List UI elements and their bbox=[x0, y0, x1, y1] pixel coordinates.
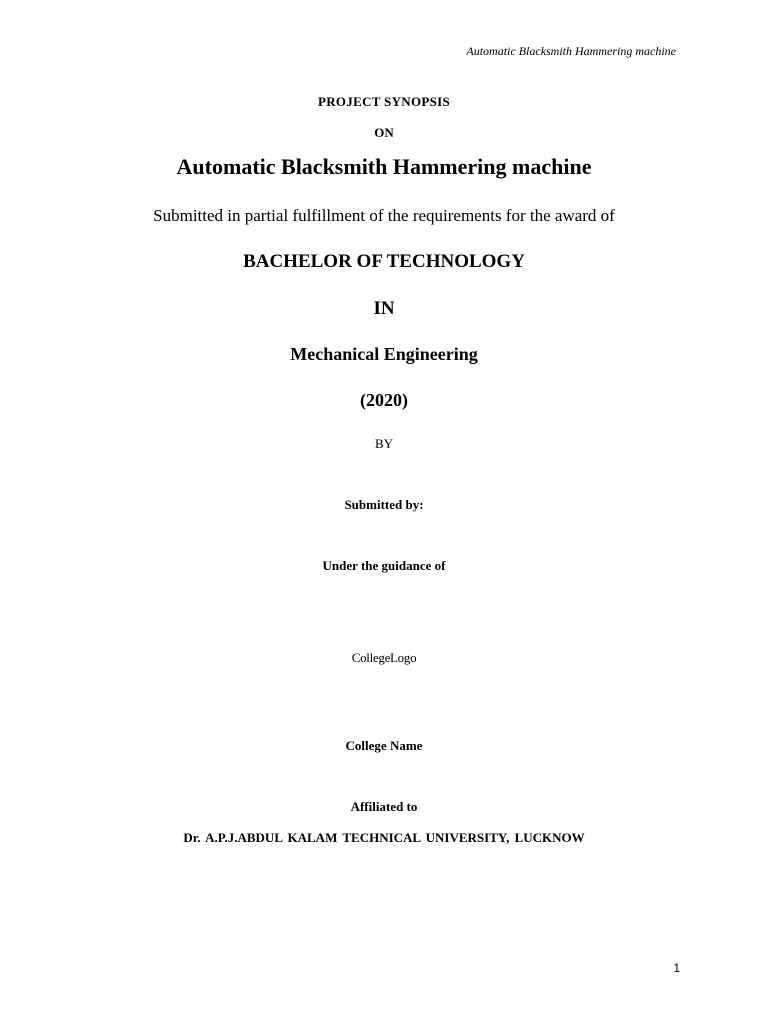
branch-name: Mechanical Engineering bbox=[290, 344, 478, 364]
guidance-label: Under the guidance of bbox=[322, 558, 446, 573]
synopsis-heading: PROJECT SYNOPSIS bbox=[317, 94, 451, 109]
running-header: Automatic Blacksmith Hammering machine bbox=[466, 44, 676, 58]
affiliated-label: Affiliated to bbox=[350, 799, 418, 814]
by-label: BY bbox=[374, 436, 394, 451]
college-logo-placeholder: CollegeLogo bbox=[351, 650, 417, 665]
on-label: ON bbox=[374, 125, 394, 140]
academic-year: (2020) bbox=[360, 390, 408, 410]
degree-name: BACHELOR OF TECHNOLOGY bbox=[243, 251, 525, 272]
page-number: 1 bbox=[673, 961, 680, 975]
university-name: Dr. A.P.J.ABDUL KALAM TECHNICAL UNIVERSITY, LUCKNOW bbox=[183, 830, 585, 845]
in-label: IN bbox=[373, 298, 395, 319]
submission-statement: Submitted in partial fulfillment of the requirements for the award of bbox=[153, 206, 615, 225]
project-title: Automatic Blacksmith Hammering machine bbox=[176, 154, 592, 179]
submitted-by-label: Submitted by: bbox=[344, 497, 424, 512]
college-name: College Name bbox=[345, 738, 423, 753]
